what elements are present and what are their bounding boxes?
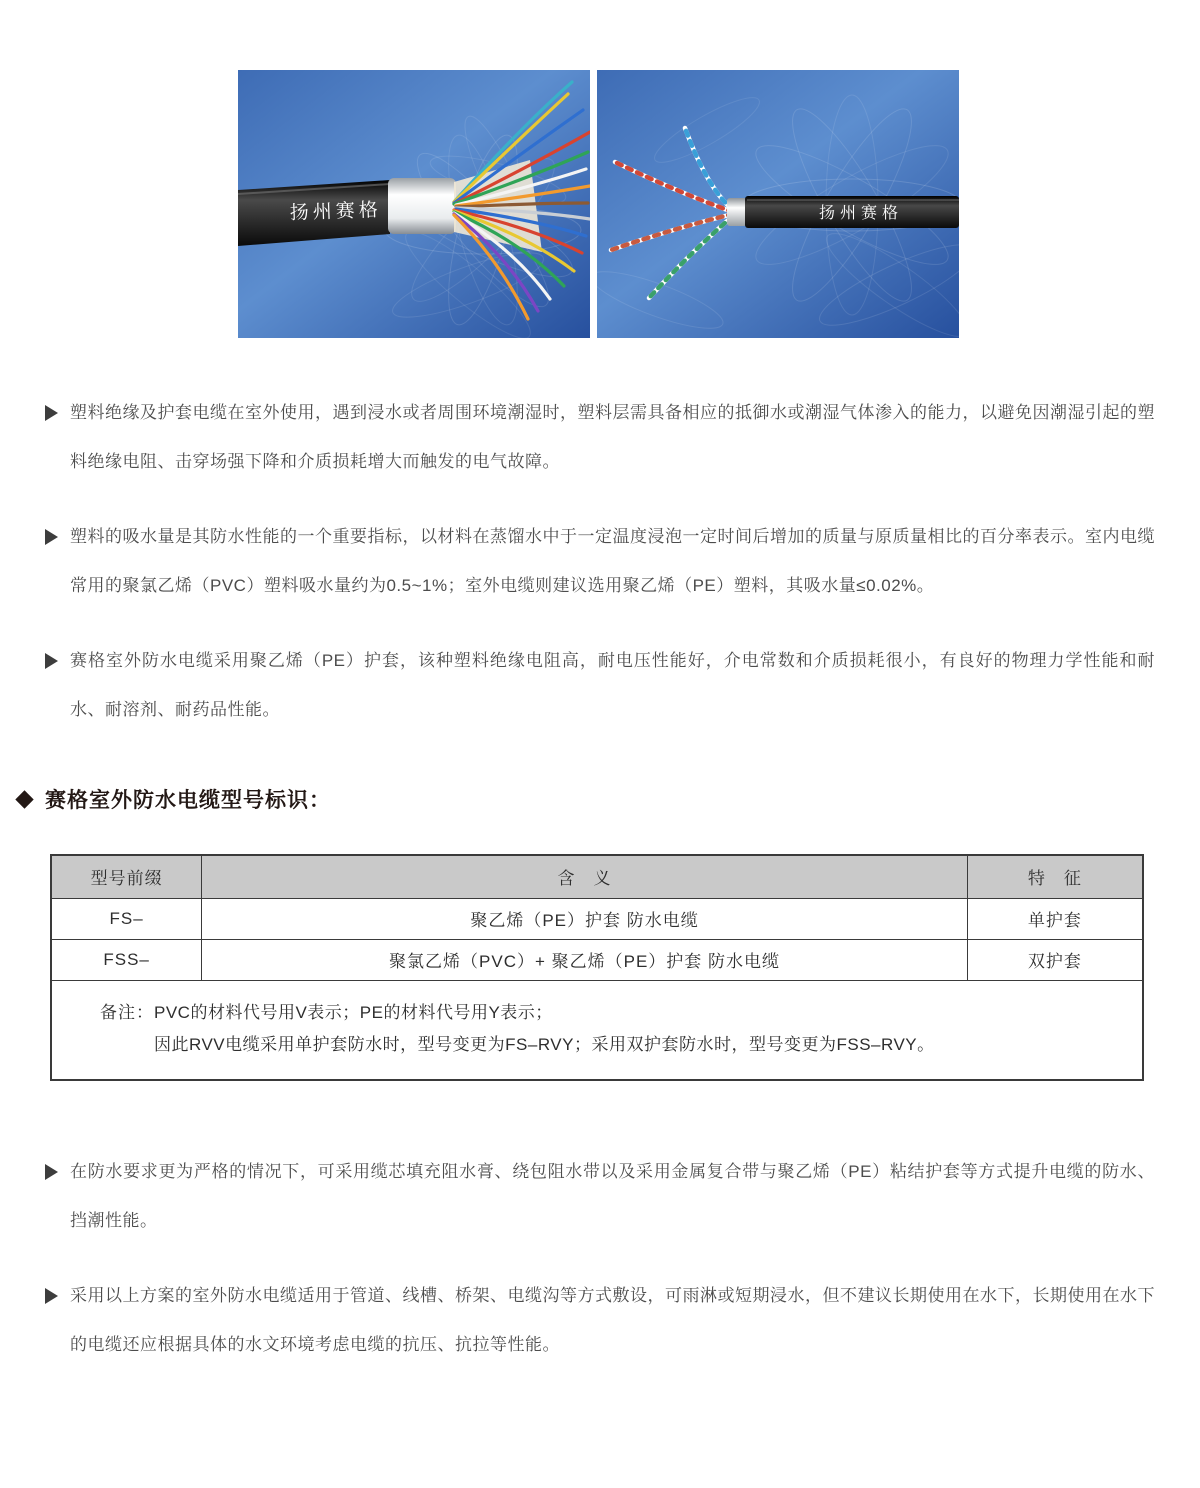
bullet-paragraph: 在防水要求更为严格的情况下，可采用缆芯填充阻水膏、绕包阻水带以及采用金属复合带与聚乙烯（PE）粘结护套等方式提升电缆的防水、挡潮性能。 — [70, 1161, 1155, 1230]
section-header — [18, 784, 1200, 814]
cable-brand-label: 扬州赛格 — [289, 199, 383, 224]
triangle-bullet-icon — [45, 653, 58, 669]
cable-photo-left — [238, 70, 590, 338]
model-designation-table — [50, 854, 1144, 1081]
note-label: 备注： — [100, 1002, 154, 1022]
triangle-bullet-icon — [45, 405, 58, 421]
bullet-item — [45, 512, 1155, 610]
note-cell — [51, 980, 1143, 1080]
cell-meaning: 聚氯乙烯（PVC）+ 聚乙烯（PE）护套 防水电缆 — [202, 939, 968, 980]
table-header-row — [51, 855, 1143, 898]
diamond-icon — [15, 790, 33, 808]
cable-photo-right-svg — [597, 70, 959, 338]
bullet-item — [45, 1271, 1155, 1369]
triangle-bullet-icon — [45, 1288, 58, 1304]
note-line: PVC的材料代号用V表示；PE的材料代号用Y表示； — [154, 1002, 553, 1022]
top-bullet-list — [45, 388, 1155, 734]
header-feature: 特 征 — [967, 855, 1143, 898]
cable-photo-right — [597, 70, 959, 338]
cell-feature: 双护套 — [967, 939, 1143, 980]
table-row — [51, 898, 1143, 939]
bullet-paragraph: 塑料绝缘及护套电缆在室外使用，遇到浸水或者周围环境潮湿时，塑料层需具备相应的抵御水或潮湿气体渗入的能力，以避免因潮湿引起的塑料绝缘电阻、击穿场强下降和介质损耗增大而触发的电气故障。 — [70, 403, 1155, 471]
header-model-prefix: 型号前缀 — [51, 855, 202, 898]
table-row — [51, 939, 1143, 980]
cell-prefix: FSS– — [51, 939, 202, 980]
cable-ferrule — [727, 198, 747, 226]
cell-feature: 单护套 — [967, 898, 1143, 939]
bullet-item — [45, 388, 1155, 486]
section-title: 赛格室外防水电缆型号标识： — [45, 789, 331, 812]
cable-photo-left-svg — [238, 70, 590, 338]
header-meaning: 含 义 — [202, 855, 968, 898]
table-note-row — [51, 980, 1143, 1080]
triangle-bullet-icon — [45, 529, 58, 545]
note-lines — [154, 997, 935, 1061]
triangle-bullet-icon — [45, 1164, 58, 1180]
bullet-item — [45, 636, 1155, 734]
cell-meaning: 聚乙烯（PE）护套 防水电缆 — [202, 898, 968, 939]
note-line: 因此RVV电缆采用单护套防水时，型号变更为FS–RVY；采用双护套防水时，型号变更为FSS–RVY。 — [154, 1034, 935, 1054]
bullet-paragraph: 赛格室外防水电缆采用聚乙烯（PE）护套，该种塑料绝缘电阻高，耐电压性能好，介电常数和介质损耗很小，有良好的物理力学性能和耐水、耐溶剂、耐药品性能。 — [70, 651, 1155, 719]
product-images-row — [238, 70, 1200, 338]
cell-prefix: FS– — [51, 898, 202, 939]
bottom-bullet-list — [45, 1147, 1155, 1369]
cable-brand-label: 扬州赛格 — [819, 205, 904, 222]
bullet-item — [45, 1147, 1155, 1245]
bullet-paragraph: 采用以上方案的室外防水电缆适用于管道、线槽、桥架、电缆沟等方式敷设，可雨淋或短期浸水，但不建议长期使用在水下，长期使用在水下的电缆还应根据具体的水文环境考虑电缆的抗压、抗拉等性能。 — [70, 1285, 1155, 1354]
bullet-paragraph: 塑料的吸水量是其防水性能的一个重要指标，以材料在蒸馏水中于一定温度浸泡一定时间后增加的质量与原质量相比的百分率表示。室内电缆常用的聚氯乙烯（PVC）塑料吸水量约为0.5~1%；室外电缆则建议选用聚乙烯（PE）塑料，其吸水量≤0.02%。 — [70, 527, 1155, 595]
